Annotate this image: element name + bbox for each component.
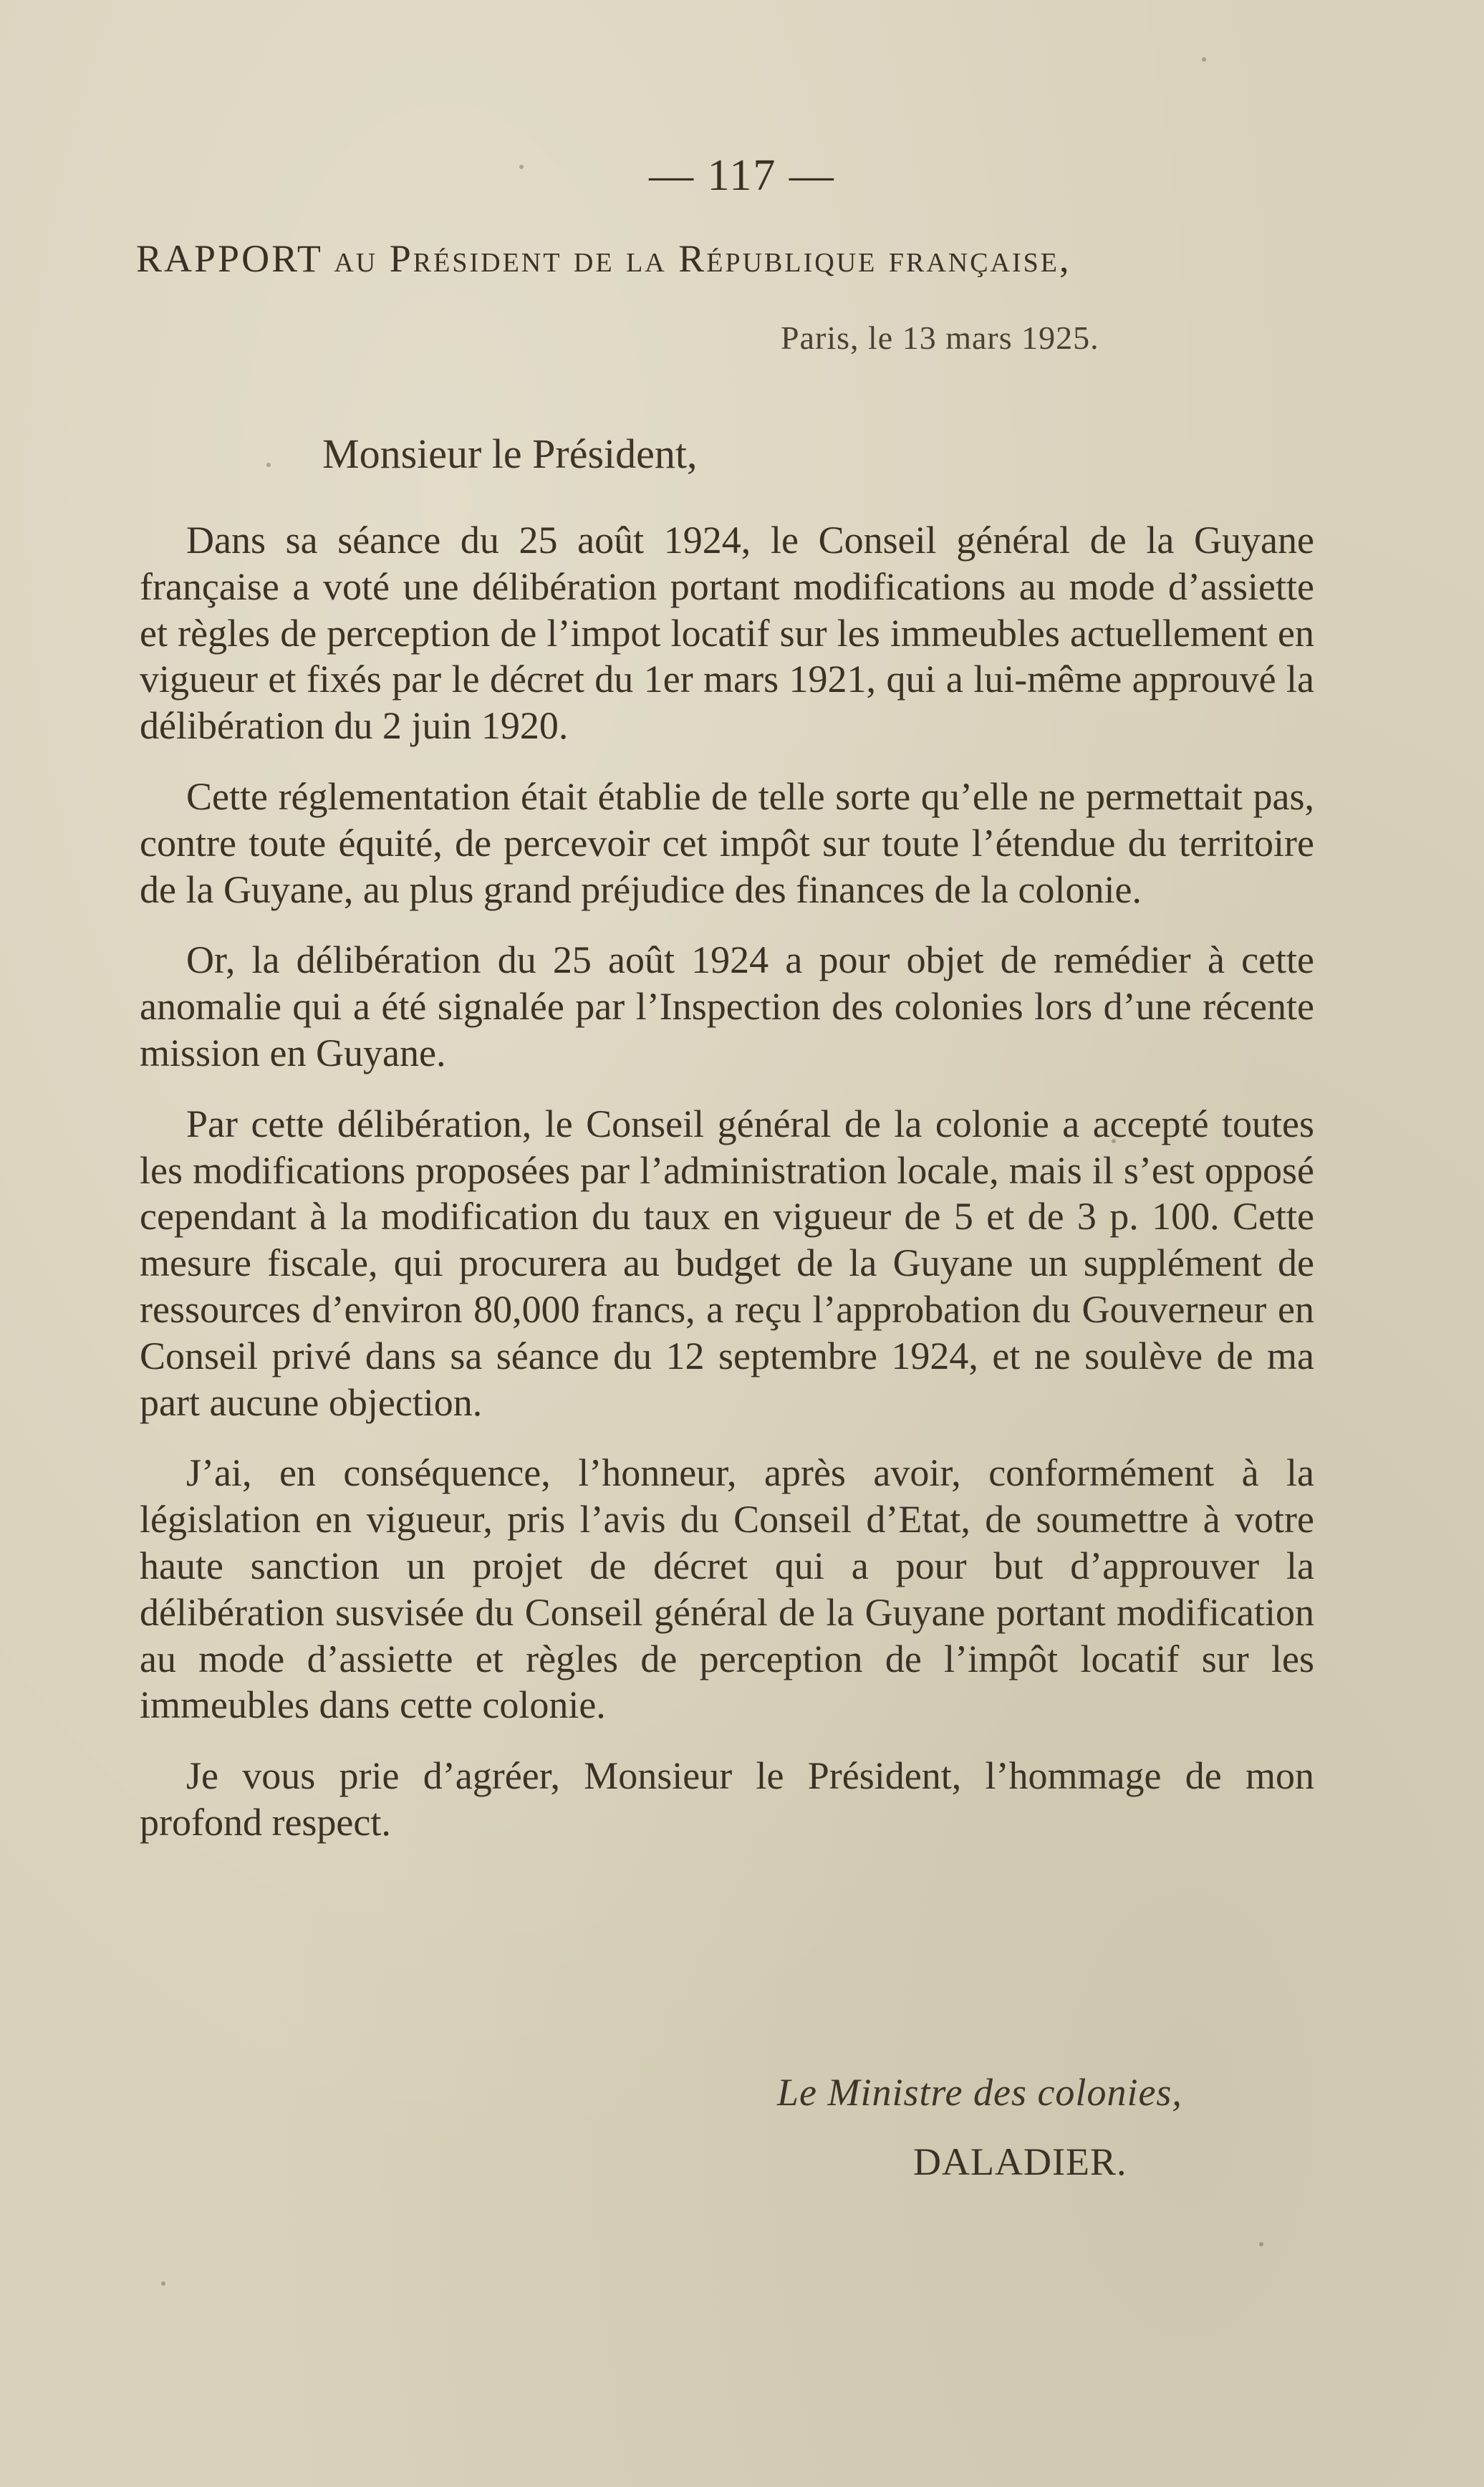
report-title: RAPPORT au Président de la République française, [136, 237, 1071, 280]
paper-speck [266, 463, 271, 467]
paper-speck [1202, 57, 1206, 62]
paper-speck [161, 2281, 165, 2286]
signature-title: Le Ministre des colonies, [777, 2071, 1182, 2114]
paragraph: Or, la délibération du 25 août 1924 a pour objet de remédier à cette anomalie qui a été signalée par l’Inspection des colonies lors d’une récente mission en Guyane. [140, 938, 1314, 1074]
paper-speck [1259, 2242, 1263, 2246]
paragraph: J’ai, en conséquence, l’honneur, après avoir, conformément à la législation en vigueur, pris l’avis du Conseil d’Etat, de soumettre à votre haute sanction un projet de décret qui a pour but d’approuver la délibération susvisée du Conseil général de la Guyane portant modification au mode d’assiette et règles de perception de l’impôt locatif sur les immeubles dans cette colonie. [140, 1451, 1314, 1727]
report-body [140, 517, 1314, 1870]
signature-name: DALADIER. [913, 2140, 1127, 2183]
paragraph: Par cette délibération, le Conseil général de la colonie a accepté toutes les modifications proposées par l’administration locale, mais il s’est opposé cependant à la modification du taux en vigueur de 5 et de 3 p. 100. Cette mesure fiscale, qui procurera au budget de la Guyane un supplément de ressources d’environ 80,000 francs, a reçu l’approbation du Gouverneur en Conseil privé dans sa séance du 12 septembre 1924, et ne soulève de ma part aucune objection. [140, 1102, 1314, 1424]
page-number: — 117 — [649, 151, 835, 200]
paragraph: Dans sa séance du 25 août 1924, le Conseil général de la Guyane française a voté une délibération portant modifications au mode d’assiette et règles de perception de l’impot locatif sur les immeubles actuellement en vigueur et fixés par le décret du 1er mars 1921, qui a lui-même approuvé la délibération du 2 juin 1920. [140, 519, 1314, 748]
paragraph: Je vous prie d’agréer, Monsieur le Président, l’hommage de mon profond respect. [140, 1754, 1314, 1844]
salutation: Monsieur le Président, [322, 430, 698, 477]
paper-speck [519, 165, 524, 169]
paragraph: Cette réglementation était établie de telle sorte qu’elle ne permettait pas, contre toute équité, de percevoir cet impôt sur toute l’étendue du territoire de la Guyane, au plus grand préjudice des finances de la colonie. [140, 774, 1314, 911]
paper-speck [1112, 1139, 1116, 1143]
dateline: Paris, le 13 mars 1925. [781, 319, 1099, 356]
